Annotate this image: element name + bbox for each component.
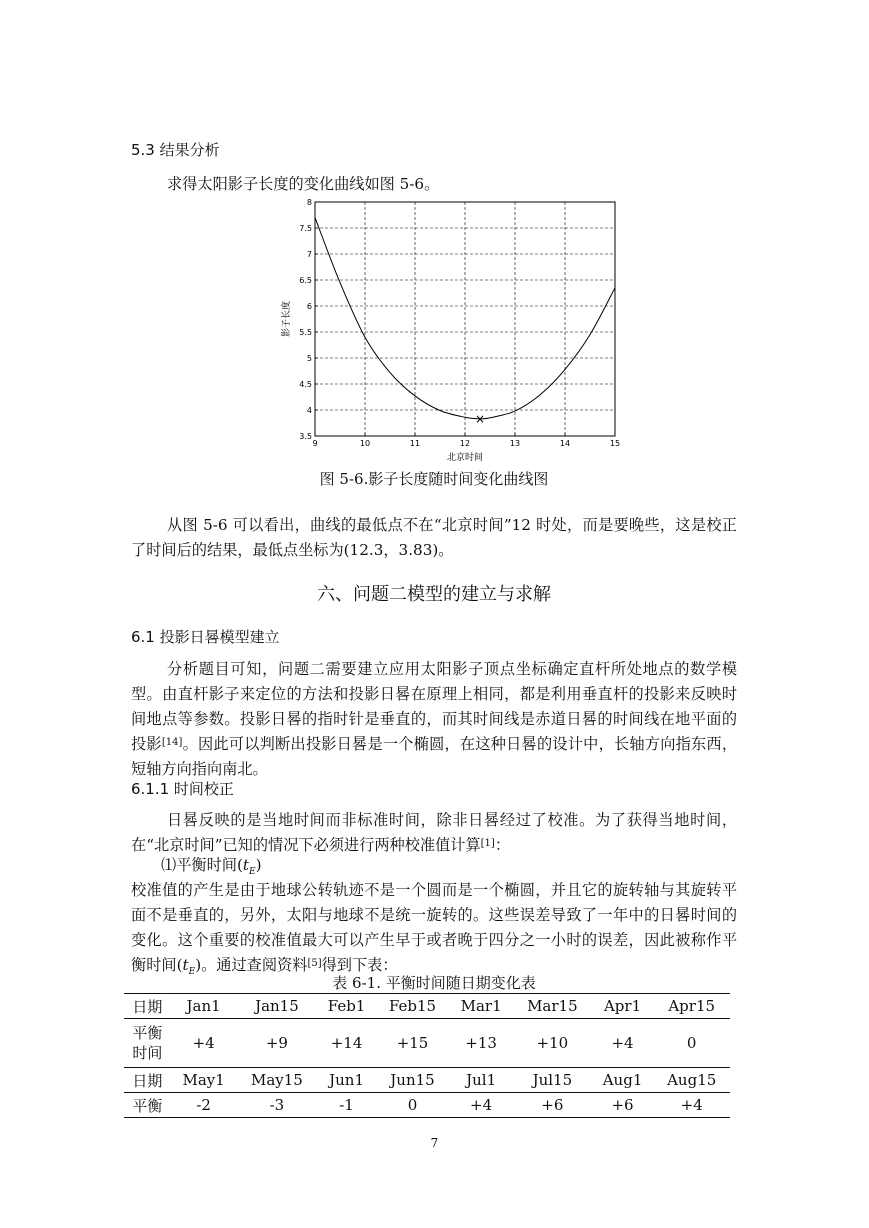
section-heading-6-1: 6.1 投影日晷模型建立 xyxy=(131,628,280,646)
y-tick-label: 7 xyxy=(306,250,312,259)
table-row: 日期 Jan1 Jan15 Feb1 Feb15 Mar1 Mar15 Apr1 Apr15 xyxy=(124,994,730,1019)
x-axis-label: 北京时间 xyxy=(446,453,484,463)
y-tick-label: 5.5 xyxy=(299,328,312,337)
y-tick-label: 7.5 xyxy=(299,224,312,233)
y-tick-label: 5 xyxy=(306,354,312,363)
y-tick-label: 6.5 xyxy=(299,276,312,285)
chart-ticks xyxy=(299,198,620,448)
equation-of-time-paragraph: 校准值的产生是由于地球公转轨迹不是一个圆而是一个椭圆，并且它的旋转轴与其旋转平面不是垂直的，另外，太阳与地球不是统一旋转的。这些误差导致了一年中的日晷时间的变化。这个重要的校准值最大可以产生早于或者晚于四分之一小时的误差，因此被称作平衡时间$(t_E)$。通过查阅资料[5]得到下表： xyxy=(131,881,737,978)
y-tick-label: 6 xyxy=(306,302,312,311)
x-tick-label: 12 xyxy=(459,439,471,448)
chart-grid xyxy=(315,202,615,436)
y-axis-label: 影子长度 xyxy=(282,300,292,338)
x-tick-label: 14 xyxy=(559,439,571,448)
shadow-length-chart xyxy=(276,196,626,464)
section-5-3-intro: 求得太阳影子长度的变化曲线如图 5-6。 xyxy=(167,175,440,193)
section-6-1-paragraph: 分析题目可知，问题二需要建立应用太阳影子顶点坐标确定直杆所处地点的数学模型。由直杆影子来定位的方法和投影日晷在原理上相同，都是利用垂直杆的投影来反映时间地点等参数。投影日晷的指时针是垂直的，而其时间线是赤道日晷的时间线在地平面的投影[14]。因此可以判断出投影日晷是一个椭圆，在这种日晷的设计中，长轴方向指东西，短轴方向指向南北。 xyxy=(131,660,738,778)
table-caption: 表 6-1. 平衡时间随日期变化表 xyxy=(332,974,536,992)
x-tick-label: 11 xyxy=(409,439,421,448)
table-row: 日期 May1 May15 Jun1 Jun15 Jul1 Jul15 Aug1 Aug15 xyxy=(124,1068,730,1093)
y-tick-label: 3.5 xyxy=(299,432,312,441)
x-tick-label: 9 xyxy=(312,439,318,448)
figure-caption: 图 5-6.影子长度随时间变化曲线图 xyxy=(319,470,549,488)
section-heading-5-3: 5.3 结果分析 xyxy=(131,141,220,159)
item-equation-of-time: ⑴平衡时间$(t_E)$ xyxy=(161,856,262,878)
section-heading-6-1-1: 6.1.1 时间校正 xyxy=(131,780,234,798)
table-row: 平衡 时间 +4 +9 +14 +15 +13 +10 +4 0 xyxy=(124,1019,730,1068)
x-tick-label: 10 xyxy=(359,439,371,448)
observation-paragraph: 从图 5-6 可以看出，曲线的最低点不在“北京时间”12 时处，而是要晚些，这是校正了时间后的结果，最低点坐标为(12.3，3.83)。 xyxy=(131,516,737,559)
citation-14: [14] xyxy=(161,737,183,748)
x-tick-label: 15 xyxy=(609,439,621,448)
y-tick-label: 4.5 xyxy=(299,380,312,389)
citation-1: [1] xyxy=(480,838,495,849)
chapter-heading: 六、问题二模型的建立与求解 xyxy=(317,584,551,605)
y-tick-label: 4 xyxy=(306,406,312,415)
citation-5: [5] xyxy=(307,958,322,969)
equation-of-time-table xyxy=(124,993,730,1118)
x-tick-label: 13 xyxy=(509,439,521,448)
table-row: 平衡 -2 -3 -1 0 +4 +6 +6 +4 xyxy=(124,1093,730,1118)
minimum-point-marker: × xyxy=(474,411,486,426)
page-number: 7 xyxy=(430,1136,439,1150)
time-correction-paragraph: 日晷反映的是当地时间而非标准时间，除非日晷经过了校准。为了获得当地时间，在“北京时间”已知的情况下必须进行两种校准值计算[1]： xyxy=(131,811,737,854)
y-tick-label: 8 xyxy=(306,198,312,207)
